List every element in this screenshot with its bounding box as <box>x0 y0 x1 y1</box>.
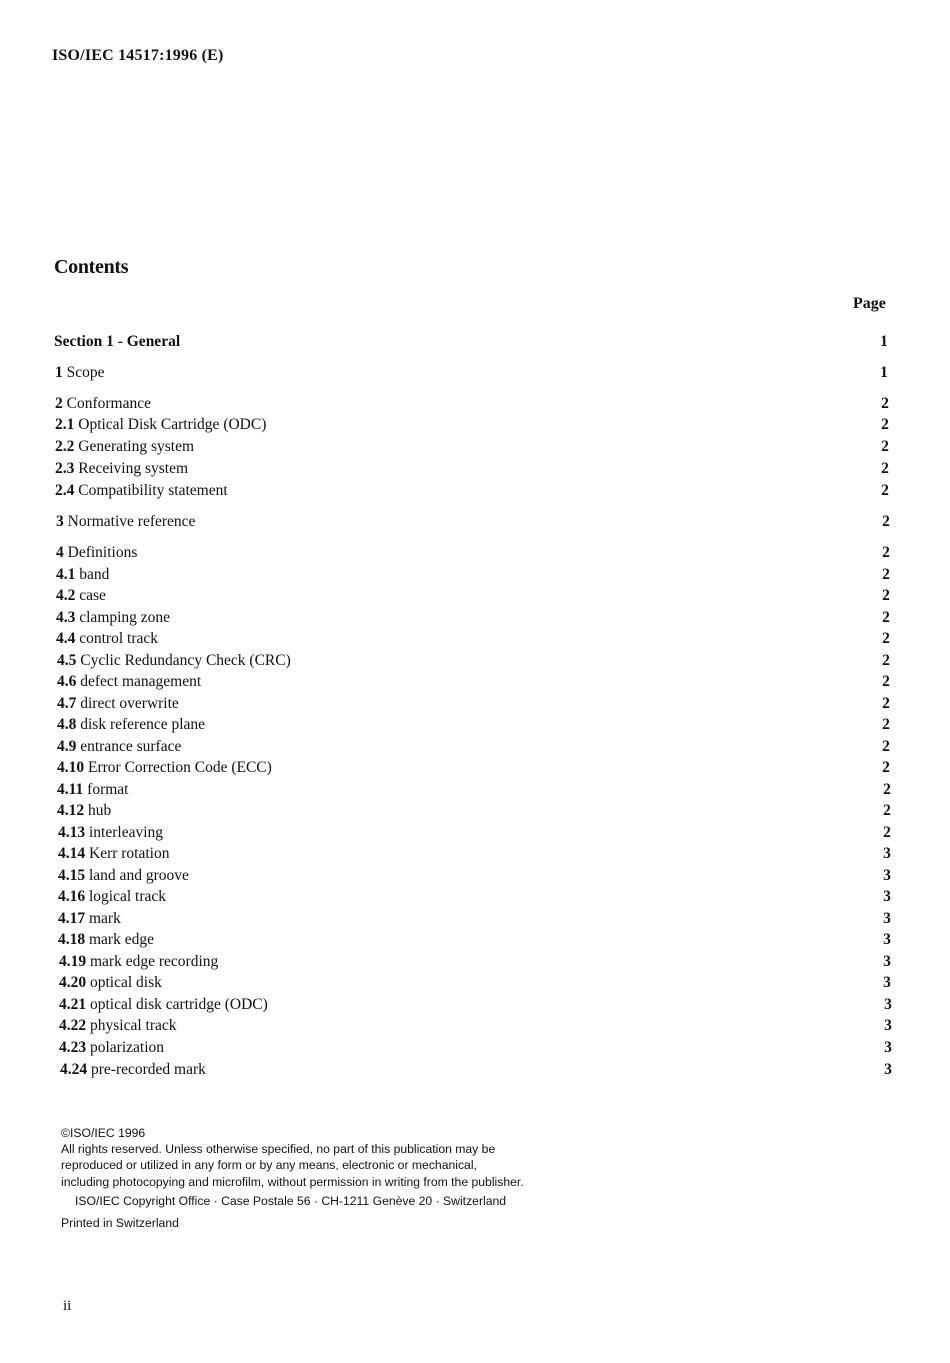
toc-entry-page: 2 <box>882 652 890 669</box>
toc-entry-label: case <box>79 587 106 604</box>
toc-entry <box>0 801 950 821</box>
toc-entry-label: logical track <box>89 888 167 905</box>
toc-entry-label: Normative reference <box>67 513 196 530</box>
toc-entry-title <box>57 651 291 671</box>
toc-entry <box>0 543 950 563</box>
toc-entry <box>0 780 950 800</box>
copyright-notice <box>61 1125 524 1231</box>
toc-entry-number: 1 <box>55 364 63 381</box>
toc-entry-page: 3 <box>883 974 891 991</box>
toc-entry-page: 3 <box>884 1017 892 1034</box>
toc-entry-title <box>59 1016 177 1036</box>
toc-entry-page: 2 <box>881 460 889 477</box>
toc-entry <box>0 363 950 383</box>
toc-entry-page: 3 <box>884 1061 892 1078</box>
toc-entry <box>0 651 950 671</box>
toc-entry <box>0 437 950 457</box>
toc-entry <box>0 608 950 628</box>
toc-entry-title <box>57 737 181 757</box>
toc-entry <box>0 1038 950 1058</box>
toc-entry-label: pre-recorded mark <box>91 1061 206 1078</box>
toc-entry-title <box>56 608 170 628</box>
toc-entry-title <box>57 694 179 714</box>
toc-entry-number: 4.7 <box>57 695 77 712</box>
toc-entry-page: 2 <box>882 695 890 712</box>
copyright-line: ©ISO/IEC 1996 <box>61 1126 146 1140</box>
document-identifier: ISO/IEC 14517:1996 (E) <box>52 47 224 64</box>
toc-entry-title <box>57 758 272 778</box>
toc-entry <box>0 459 950 479</box>
toc-entry-page: 2 <box>882 716 890 733</box>
toc-entry-label: control track <box>79 630 159 647</box>
toc-entry-label: Kerr rotation <box>89 845 170 862</box>
toc-entry-label: physical track <box>90 1017 177 1034</box>
toc-entry-number: 4.22 <box>59 1017 87 1034</box>
toc-entry-page: 3 <box>883 910 891 927</box>
toc-entry-label: Optical Disk Cartridge (ODC) <box>78 416 267 433</box>
toc-entry-label: mark <box>89 910 121 927</box>
toc-entry-number: 4.16 <box>58 888 86 905</box>
toc-entry-label: entrance surface <box>80 738 182 755</box>
toc-entry-label: optical disk <box>90 974 162 991</box>
toc-entry-page: 2 <box>882 544 890 561</box>
toc-entry-title <box>55 363 105 383</box>
toc-entry-number: 4.2 <box>56 587 76 604</box>
toc-entry-label: Conformance <box>66 395 151 412</box>
toc-entry-title <box>56 586 106 606</box>
toc-entry-number: 4.9 <box>57 738 77 755</box>
toc-entry-label: optical disk cartridge (ODC) <box>90 996 268 1013</box>
toc-entry-title <box>59 1038 164 1058</box>
toc-entry <box>0 737 950 757</box>
toc-entry-title <box>54 332 180 352</box>
toc-entry-title <box>57 672 201 692</box>
toc-entry-page: 1 <box>880 333 888 350</box>
toc-entry-title <box>59 995 268 1015</box>
toc-entry-title <box>59 952 218 972</box>
toc-entry-label: Section 1 - General <box>54 333 181 350</box>
toc-entry-page: 3 <box>884 996 892 1013</box>
page-number: ii <box>63 1298 72 1314</box>
toc-entry <box>0 887 950 907</box>
toc-entry <box>0 629 950 649</box>
toc-entry <box>0 930 950 950</box>
toc-entry-label: hub <box>88 802 112 819</box>
toc-entry-number: 2.3 <box>55 460 75 477</box>
toc-entry-number: 4.17 <box>58 910 86 927</box>
rights-line: including photocopying and microfilm, without permission in writing from the publisher. <box>61 1174 524 1189</box>
toc-entry-number: 4.14 <box>58 845 86 862</box>
toc-entry-number: 4.6 <box>57 673 77 690</box>
toc-entry-title <box>58 887 166 907</box>
toc-entry-title <box>58 866 189 886</box>
toc-entry-page: 1 <box>880 364 888 381</box>
toc-entry-title <box>56 629 158 649</box>
toc-entry-label: format <box>87 781 129 798</box>
toc-entry-title <box>55 459 188 479</box>
toc-entry-label: clamping zone <box>79 609 171 626</box>
toc-entry-label: Scope <box>66 364 105 381</box>
toc-entry-title <box>57 801 111 821</box>
toc-entry-number: 4.13 <box>58 824 86 841</box>
toc-entry-title <box>59 973 162 993</box>
toc-entry <box>0 1060 950 1080</box>
toc-entry-number: 2.1 <box>55 416 75 433</box>
toc-entry-page: 3 <box>884 1039 892 1056</box>
toc-entry-number: 4.3 <box>56 609 76 626</box>
toc-entry-page: 3 <box>883 867 891 884</box>
toc-entry <box>0 415 950 435</box>
toc-entry-label: disk reference plane <box>80 716 206 733</box>
toc-entry-title <box>58 823 163 843</box>
toc-entry-title <box>58 844 169 864</box>
toc-entry-label: direct overwrite <box>80 695 179 712</box>
toc-entry <box>0 394 950 414</box>
toc-entry-number: 2 <box>55 395 63 412</box>
toc-entry-number: 4.8 <box>57 716 77 733</box>
toc-entry-page: 3 <box>883 888 891 905</box>
toc-entry <box>0 481 950 501</box>
toc-entry-title <box>58 909 121 929</box>
toc-entry-title <box>57 780 128 800</box>
toc-entry <box>0 995 950 1015</box>
toc-entry-page: 2 <box>882 609 890 626</box>
toc-entry-page: 2 <box>883 824 891 841</box>
toc-entry-number: 4 <box>56 544 64 561</box>
toc-entry <box>0 909 950 929</box>
toc-entry-number: 4.12 <box>57 802 85 819</box>
toc-entry <box>0 672 950 692</box>
toc-entry <box>0 715 950 735</box>
toc-entry-number: 4.20 <box>59 974 87 991</box>
toc-entry-label: interleaving <box>89 824 164 841</box>
toc-entry-page: 2 <box>881 482 889 499</box>
toc-entry-label: Error Correction Code (ECC) <box>88 759 272 776</box>
toc-entry-number: 4.11 <box>57 781 84 798</box>
page-column-heading: Page <box>853 295 886 312</box>
toc-entry-title <box>56 512 195 532</box>
toc-entry-page: 2 <box>881 438 889 455</box>
toc-entry-title <box>55 394 151 414</box>
toc-entry-label: Cyclic Redundancy Check (CRC) <box>80 652 291 669</box>
toc-entry-number: 4.1 <box>56 566 76 583</box>
toc-entry-title <box>57 715 205 735</box>
toc-entry-label: band <box>79 566 110 583</box>
toc-entry-number: 4.24 <box>60 1061 88 1078</box>
toc-entry-title <box>56 543 137 563</box>
toc-entry-label: Compatibility statement <box>78 482 228 499</box>
toc-entry-number: 4.23 <box>59 1039 87 1056</box>
toc-entry-page: 2 <box>882 630 890 647</box>
toc-entry-label: Definitions <box>67 544 138 561</box>
printed-in: Printed in Switzerland <box>61 1216 179 1231</box>
toc-entry-title <box>58 930 154 950</box>
toc-entry-label: land and groove <box>89 867 189 884</box>
toc-entry <box>0 694 950 714</box>
toc-entry-page: 2 <box>882 513 890 530</box>
toc-entry-number: 2.2 <box>55 438 75 455</box>
copyright-office-address: ISO/IEC Copyright Office · Case Postale 56 · CH-1211 Genève 20 · Switzerland <box>75 1193 507 1208</box>
toc-entry-title <box>56 565 109 585</box>
toc-entry-page: 2 <box>882 759 890 776</box>
toc-entry-number: 2.4 <box>55 482 75 499</box>
toc-entry <box>0 844 950 864</box>
toc-entry <box>0 1016 950 1036</box>
toc-entry-page: 3 <box>883 931 891 948</box>
toc-entry <box>0 586 950 606</box>
toc-entry-label: polarization <box>90 1039 165 1056</box>
toc-entry-page: 3 <box>883 845 891 862</box>
toc-entry-label: mark edge <box>89 931 154 948</box>
toc-entry-page: 2 <box>881 416 889 433</box>
toc-entry-label: Generating system <box>78 438 195 455</box>
toc-entry <box>0 866 950 886</box>
rights-line: reproduced or utilized in any form or by any means, electronic or mechanical, <box>61 1158 477 1173</box>
contents-title: Contents <box>54 256 129 278</box>
toc-entry-number: 4.18 <box>58 931 86 948</box>
toc-entry <box>0 952 950 972</box>
toc-entry-page: 2 <box>882 587 890 604</box>
toc-entry <box>0 973 950 993</box>
toc-entry-number: 4.15 <box>58 867 86 884</box>
toc-entry-page: 2 <box>882 673 890 690</box>
toc-entry <box>0 758 950 778</box>
toc-entry-label: defect management <box>80 673 202 690</box>
toc-entry-title <box>55 415 266 435</box>
toc-entry-label: Receiving system <box>78 460 189 477</box>
toc-entry-number: 4.21 <box>59 996 87 1013</box>
toc-entry-page: 3 <box>883 953 891 970</box>
toc-entry-number: 4.4 <box>56 630 76 647</box>
toc-entry-title <box>55 437 194 457</box>
toc-entry-page: 2 <box>882 738 890 755</box>
toc-entry-title <box>60 1060 206 1080</box>
rights-line: All rights reserved. Unless otherwise specified, no part of this publication may be <box>61 1142 496 1157</box>
toc-entry-label: mark edge recording <box>90 953 219 970</box>
toc-entry <box>0 823 950 843</box>
toc-entry <box>0 512 950 532</box>
toc-entry-page: 2 <box>883 802 891 819</box>
toc-entry-number: 4.5 <box>57 652 77 669</box>
toc-entry-title <box>55 481 228 501</box>
toc-entry-number: 3 <box>56 513 64 530</box>
toc-entry-page: 2 <box>882 566 890 583</box>
toc-entry-number: 4.19 <box>59 953 87 970</box>
toc-entry-number: 4.10 <box>57 759 85 776</box>
toc-entry-page: 2 <box>881 395 889 412</box>
toc-entry <box>0 332 950 352</box>
toc-entry-page: 2 <box>883 781 891 798</box>
toc-entry <box>0 565 950 585</box>
